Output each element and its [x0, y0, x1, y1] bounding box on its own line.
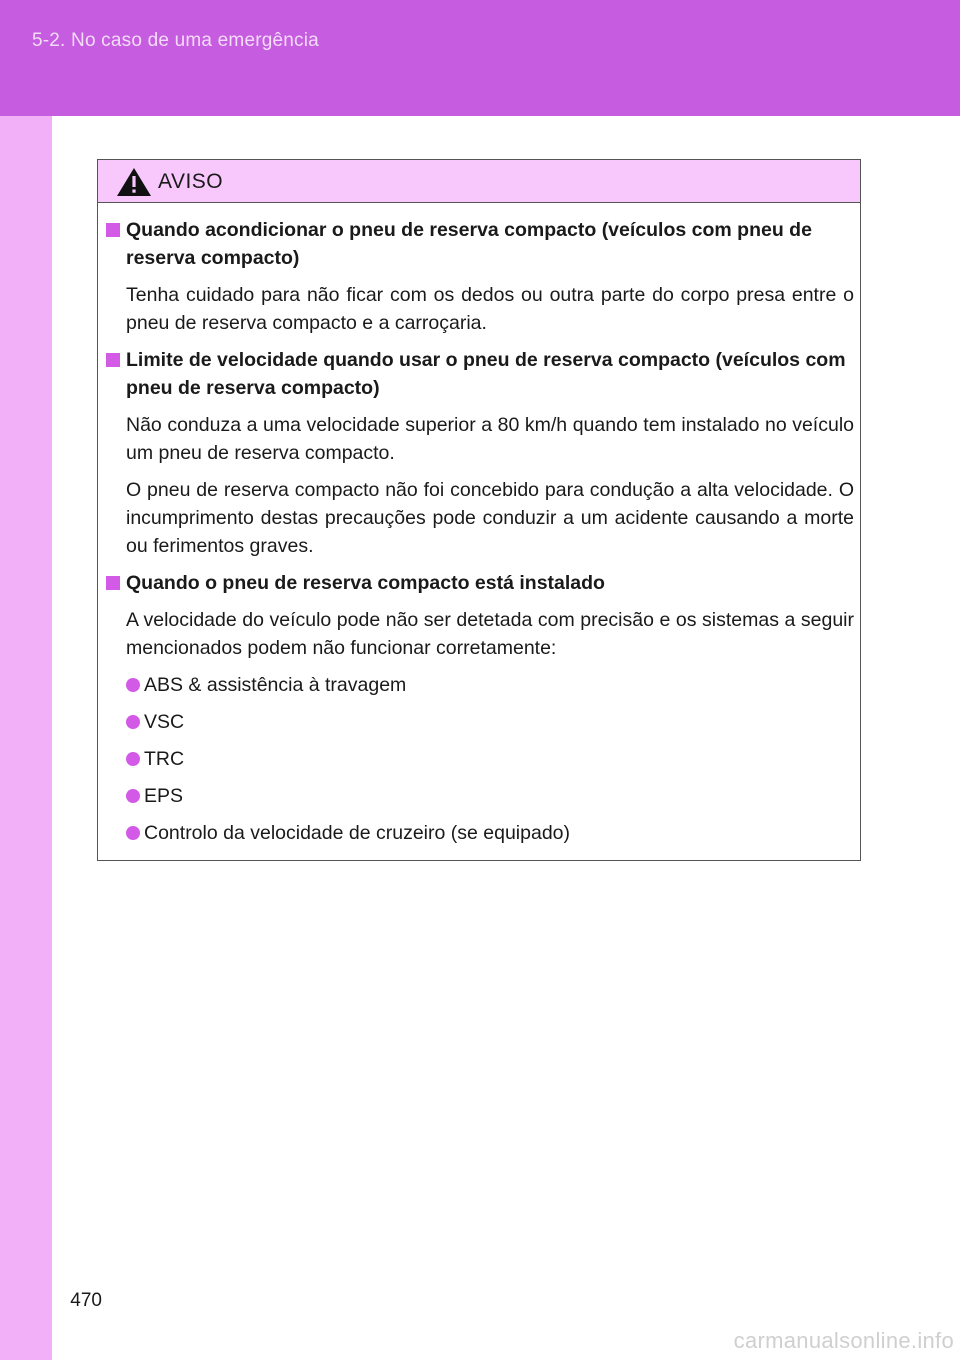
- list-item-text: EPS: [144, 785, 184, 807]
- section-heading-text: Quando acondicionar o pneu de reserva compacto (veículos com pneu de reserva compacto): [126, 219, 812, 269]
- warning-header: [98, 160, 860, 203]
- list-item-text: ABS & assistência à travagem: [144, 674, 407, 696]
- list-item-text: TRC: [144, 748, 185, 770]
- list-item-text: VSC: [144, 711, 185, 733]
- side-band: [0, 116, 52, 1360]
- square-bullet-icon: [106, 223, 120, 237]
- list-item: [106, 819, 854, 847]
- section-heading-text: Quando o pneu de reserva compacto está instalado: [126, 572, 605, 594]
- list-item: [106, 782, 854, 810]
- paragraph: Não conduza a uma velocidade superior a 80 km/h quando tem instalado no veículo um pneu de reserva compacto.: [126, 414, 854, 464]
- list-item: [106, 708, 854, 736]
- paragraph: O pneu de reserva compacto não foi concebido para condução a alta velocidade. O incumprimento destas precauções pode conduzir a um acidente causando a morte ou ferimentos graves.: [126, 479, 854, 557]
- round-bullet-icon: [126, 789, 140, 803]
- warning-body: [106, 216, 854, 856]
- warning-title: AVISO: [158, 170, 224, 193]
- list-item: [106, 745, 854, 773]
- page-number: [0, 1290, 102, 1312]
- section-heading: [106, 569, 854, 597]
- section-title: 5-2. No caso de uma emergência: [32, 30, 319, 51]
- warning-box: [97, 159, 861, 861]
- section-heading: [106, 346, 854, 402]
- round-bullet-icon: [126, 678, 140, 692]
- warning-triangle-icon: [116, 167, 152, 197]
- list-item-text: Controlo da velocidade de cruzeiro (se equipado): [144, 822, 571, 844]
- round-bullet-icon: [126, 715, 140, 729]
- round-bullet-icon: [126, 752, 140, 766]
- square-bullet-icon: [106, 576, 120, 590]
- watermark[interactable]: carmanualsonline.info: [733, 1328, 954, 1353]
- round-bullet-icon: [126, 826, 140, 840]
- square-bullet-icon: [106, 353, 120, 367]
- page-number-text: 470: [70, 1290, 102, 1311]
- section-heading-text: Limite de velocidade quando usar o pneu de reserva compacto (veículos com pneu de reserva compacto): [126, 349, 846, 399]
- paragraph: Tenha cuidado para não ficar com os dedos ou outra parte do corpo presa entre o pneu de reserva compacto e a carroçaria.: [126, 284, 854, 334]
- paragraph: A velocidade do veículo pode não ser detetada com precisão e os sistemas a seguir mencionados podem não funcionar corretamente:: [126, 609, 854, 659]
- header-band: [0, 0, 960, 116]
- list-item: [106, 671, 854, 699]
- section-heading: [106, 216, 854, 272]
